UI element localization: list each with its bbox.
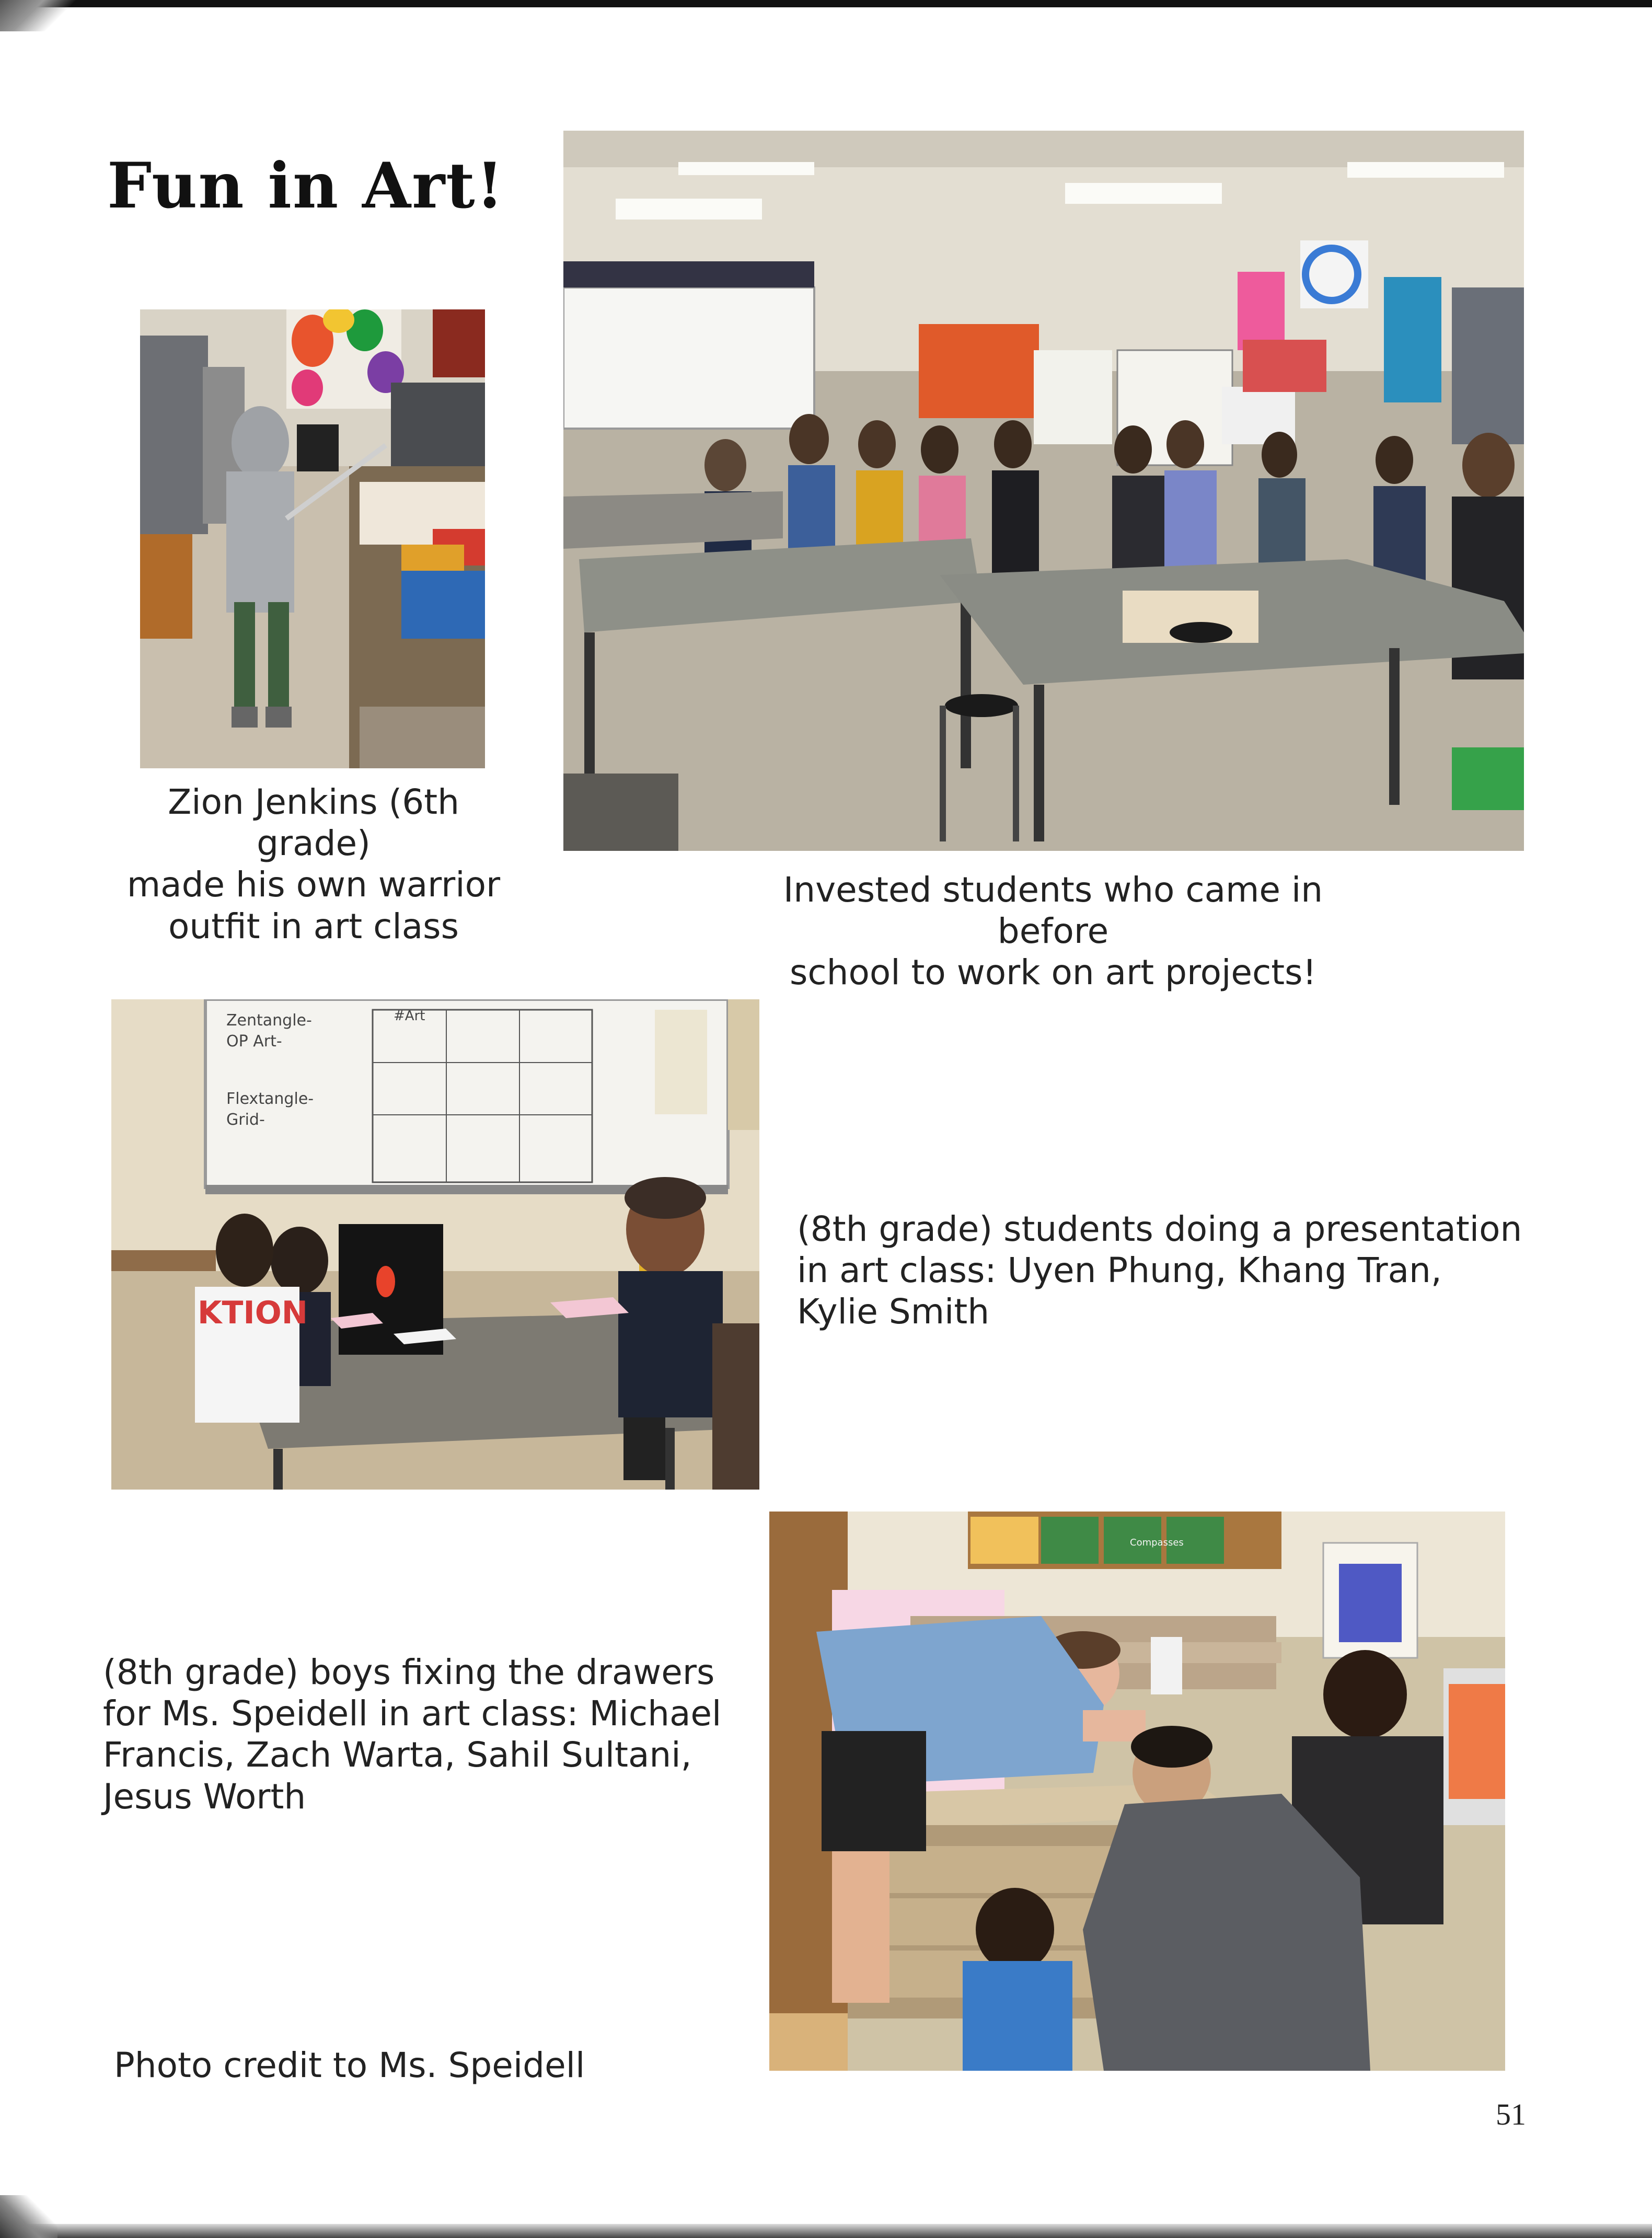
scan-edge-top <box>0 0 1652 7</box>
caption-line: Zion Jenkins (6th grade) <box>168 782 459 864</box>
caption-line: in art class: Uyen Phung, Khang Tran, <box>797 1250 1442 1291</box>
photo-warrior-outfit <box>140 309 485 768</box>
scan-edge-bottom <box>0 2224 1652 2238</box>
caption-line: school to work on art projects! <box>789 952 1317 993</box>
caption-line: Kylie Smith <box>797 1291 990 1332</box>
photo-credit: Photo credit to Ms. Speidell <box>114 2045 585 2085</box>
photo-fixing-drawers <box>769 1512 1505 2071</box>
caption-line: Invested students who came in before <box>783 870 1323 952</box>
caption-line: Francis, Zach Warta, Sahil Sultani, <box>103 1735 692 1775</box>
photo-presentation <box>111 999 759 1490</box>
page-number: 51 <box>1496 2097 1526 2131</box>
whiteboard-text: Zentangle- <box>226 1011 312 1030</box>
scan-corner-top-left <box>0 0 78 31</box>
whiteboard-text: Flextangle- <box>226 1090 314 1108</box>
caption-line: outfit in art class <box>168 906 459 947</box>
caption-classroom-group <box>753 869 1354 994</box>
drawer-label: Compasses <box>1130 1537 1184 1548</box>
caption-line: made his own warrior <box>126 864 501 905</box>
caption-line: (8th grade) students doing a presentation <box>797 1209 1522 1249</box>
caption-line: Jesus Worth <box>103 1776 306 1817</box>
photo-classroom-group <box>563 131 1524 851</box>
page-title: Fun in Art! <box>107 149 505 223</box>
caption-presentation <box>797 1208 1529 1333</box>
caption-line: for Ms. Speidell in art class: Michael <box>103 1693 722 1734</box>
caption-line: (8th grade) boys fixing the drawers <box>103 1652 715 1692</box>
whiteboard-text: Grid- <box>226 1111 265 1129</box>
whiteboard-text: #Art <box>394 1008 425 1024</box>
caption-warrior-outfit <box>115 781 512 947</box>
scan-corner-bottom-left <box>0 2195 57 2238</box>
jersey-text: KTION <box>198 1295 308 1331</box>
caption-fixing-drawers <box>103 1652 730 1817</box>
whiteboard-text: OP Art- <box>226 1032 282 1051</box>
